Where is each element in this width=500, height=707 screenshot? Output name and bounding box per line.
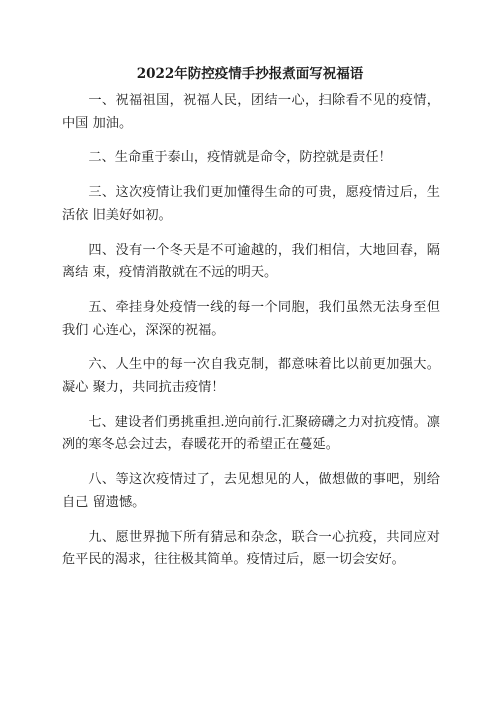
document-body <box>62 90 440 584</box>
paragraph-6: 六、人生中的每一次自我克制，都意味着比以前更加强大。凝心 聚力，共同抗击疫情！ <box>62 357 440 395</box>
paragraph-7: 七、建设者们勇挑重担.逆向前行.汇聚磅礴之力对抗疫情。凛冽的寒冬总会过去，春暖花开的希望正在蔓延。 <box>62 414 440 453</box>
paragraph-1: 一、祝福祖国，祝福人民，团结一心，扫除看不见的疫情，中国 加油。 <box>62 93 440 131</box>
paragraph-9: 九、愿世界抛下所有猜忌和杂念，联合一心抗疫，共同应对危平民的渴求，往往极其简单。疫情过后，愿一切会安好。 <box>62 529 440 568</box>
paragraph-3: 三、这次疫情让我们更加懂得生命的可贵，愿疫情过后，生活依 旧美好如初。 <box>62 185 440 223</box>
paragraph-2: 二、生命重于泰山，疫情就是命令，防控就是责任！ <box>88 150 392 166</box>
paragraph-4: 四、没有一个冬天是不可逾越的，我们相信，大地回春，隔离结 束，疫情消散就在不远的明天。 <box>62 242 440 281</box>
paragraph-5: 五、牵挂身处疫情一线的每一个同胞，我们虽然无法身至但我们 心连心，深深的祝福。 <box>62 300 440 338</box>
document-title: 2022年防控疫情手抄报煮面写祝福语 <box>136 66 364 82</box>
paragraph-8: 八、等这次疫情过了，去见想见的人，做想做的事吧，别给自己 留遗憾。 <box>62 472 440 510</box>
